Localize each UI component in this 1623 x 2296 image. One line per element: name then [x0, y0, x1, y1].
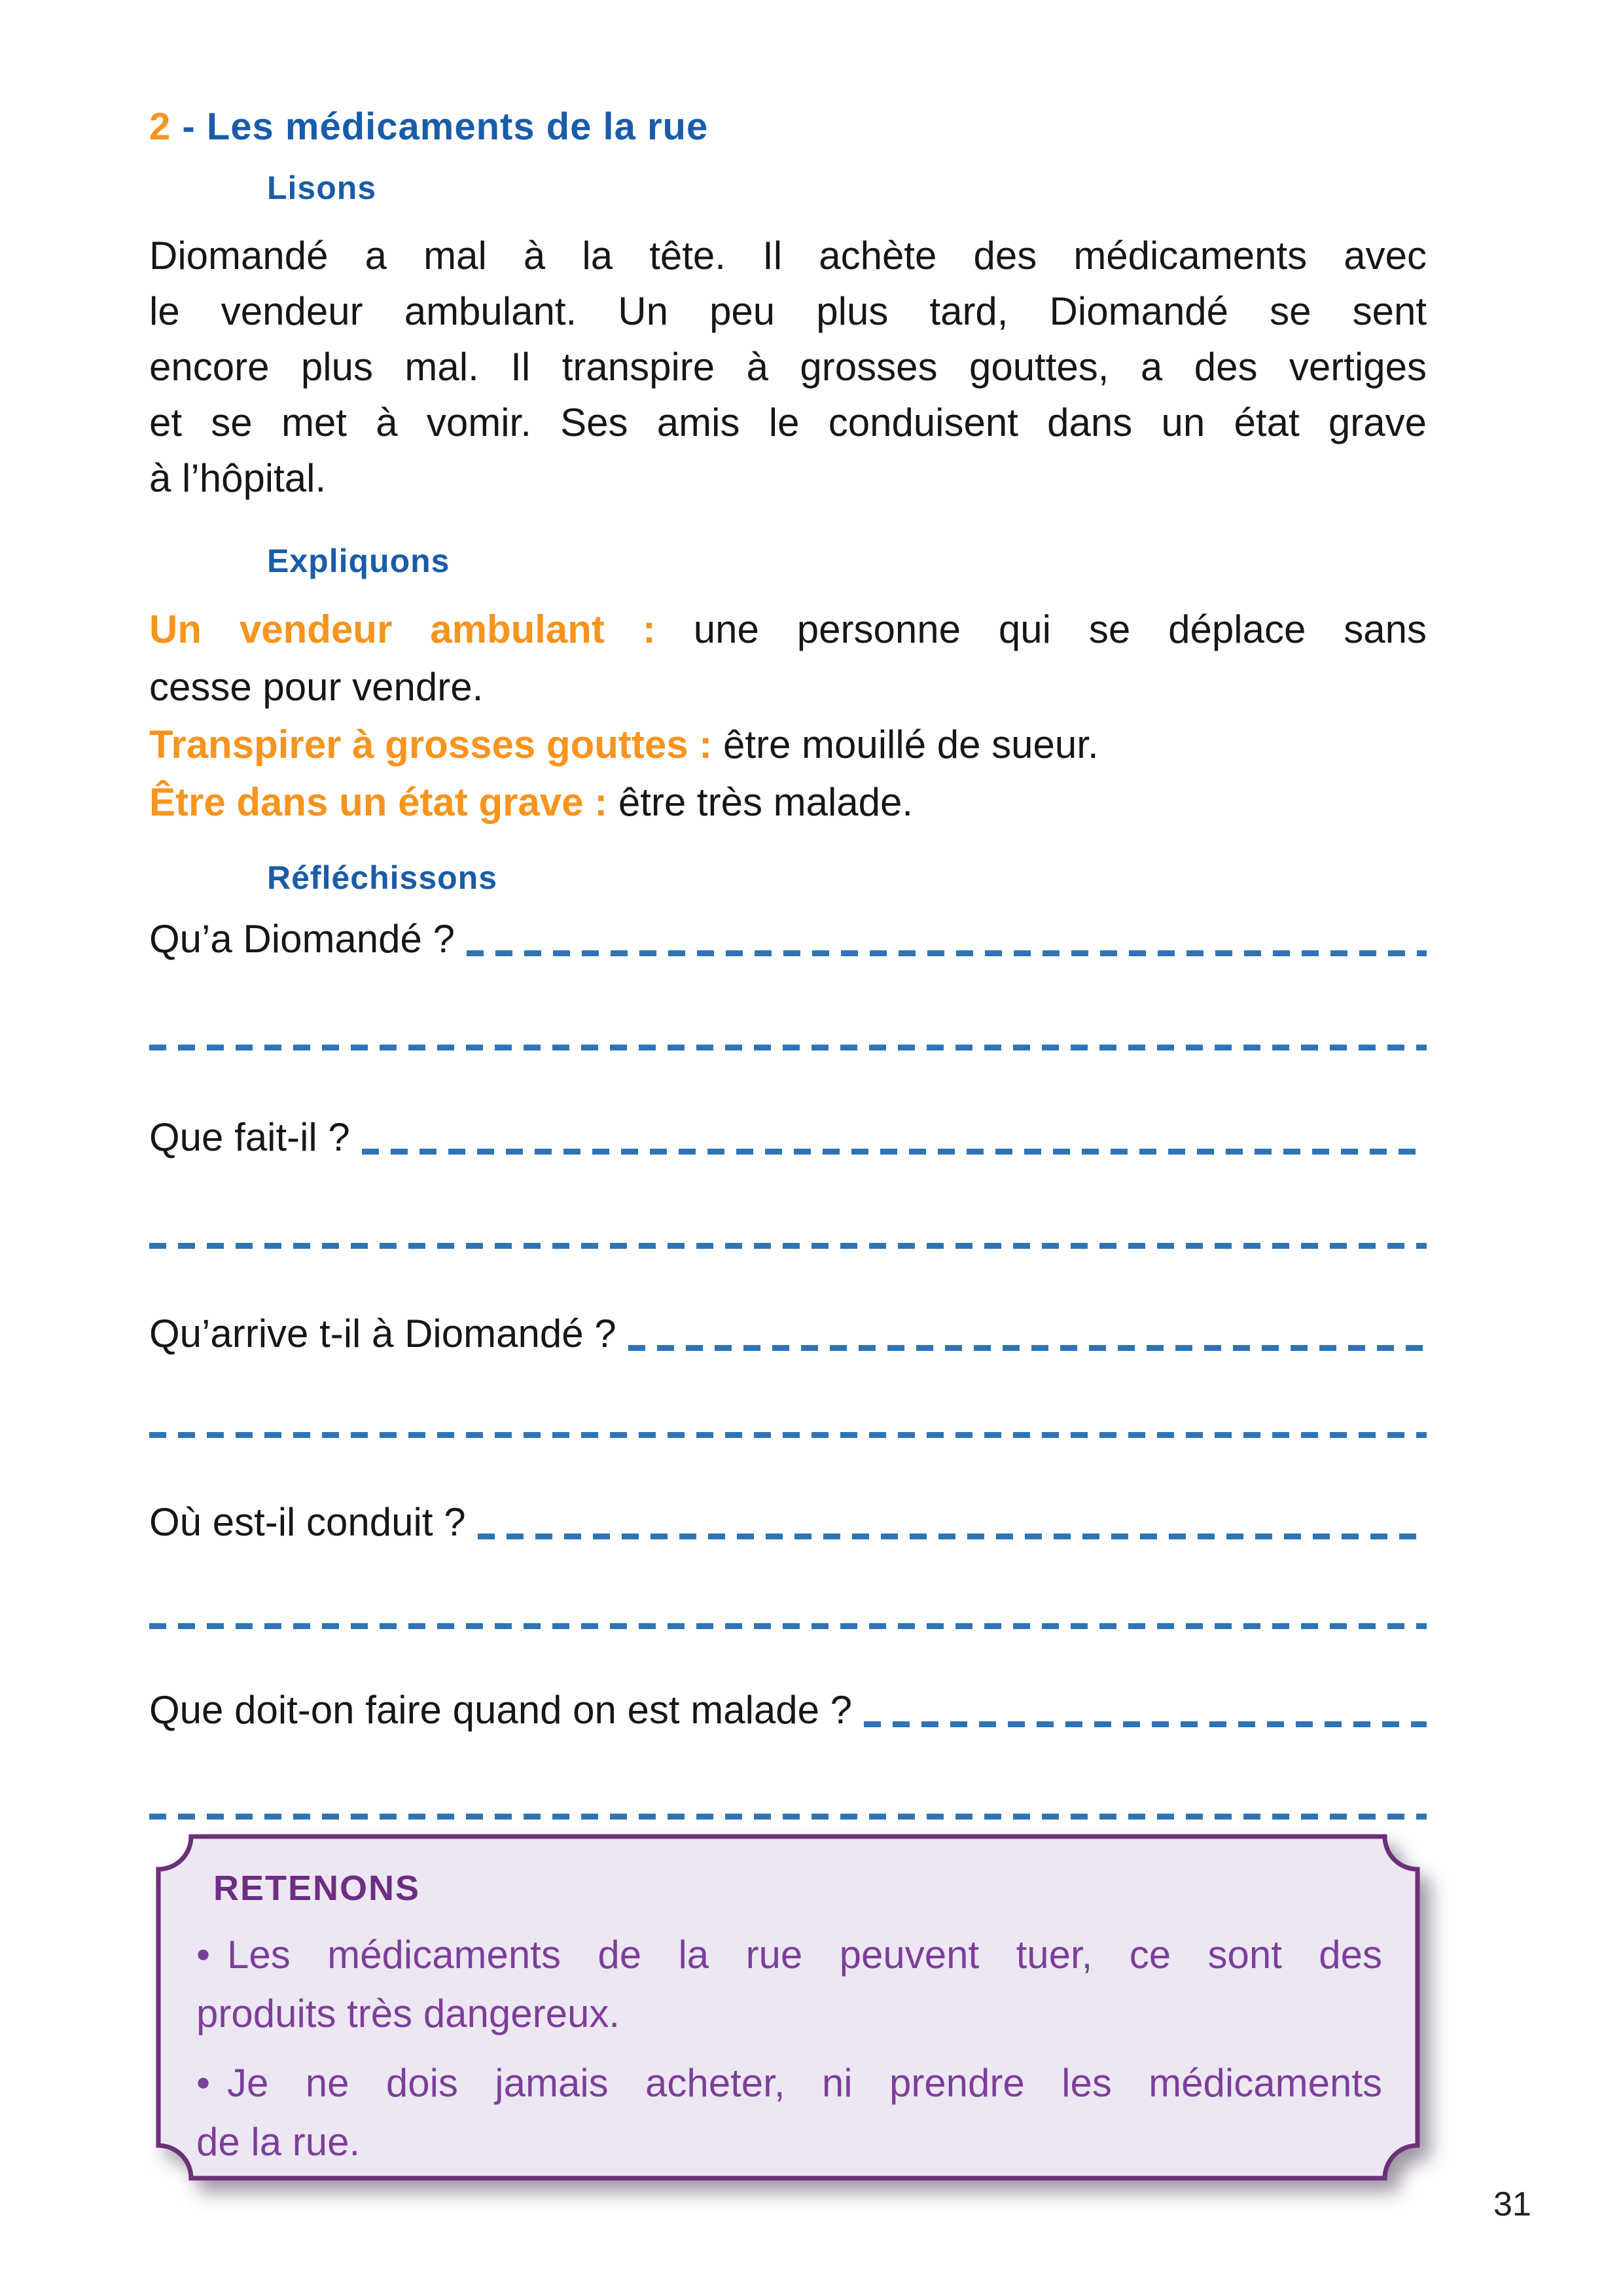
lesson-title-text: - Les médicaments de la rue: [182, 105, 709, 148]
section-label-lisons: Lisons: [267, 170, 377, 206]
definition-line: cesse pour vendre.: [149, 665, 484, 709]
page-number: 31: [1493, 2185, 1531, 2223]
paragraph-line: à l’hôpital.: [149, 456, 327, 500]
question-row: [149, 1306, 1427, 1361]
page-title: [149, 105, 708, 149]
answer-line: [149, 1623, 1427, 1629]
retenons-box: [156, 1834, 1420, 2181]
answer-dashes: [467, 950, 1427, 956]
answer-line: [149, 1432, 1427, 1438]
definition-text: être très malade.: [618, 780, 914, 824]
definition-text: être mouillé de sueur.: [722, 723, 1099, 766]
definition-line: [149, 774, 1427, 831]
answer-dashes: [864, 1721, 1427, 1727]
definitions: [149, 601, 1427, 831]
answer-line: [149, 1814, 1427, 1820]
bullet-item: [196, 1926, 1382, 1984]
question-row: [149, 1682, 1427, 1738]
bullet-line: Les médicaments de la rue peuvent tuer, ce sont des: [227, 1933, 1382, 1977]
paragraph-line: et se met à vomir. Ses amis le conduisent dans un état grave: [149, 401, 1427, 444]
answer-dashes: [478, 1534, 1427, 1539]
definition-term: Un vendeur ambulant :: [149, 607, 656, 651]
answer-line: [149, 1045, 1427, 1050]
answer-line: [149, 1243, 1427, 1249]
definition-term: Être dans un état grave :: [149, 780, 608, 824]
paragraph-line: le vendeur ambulant. Un peu plus tard, Diomandé se sent: [149, 289, 1427, 333]
answer-dashes: [362, 1149, 1427, 1155]
retenons-title: RETENONS: [213, 1869, 421, 1908]
reading-paragraph: [149, 228, 1427, 506]
question-row: [149, 1494, 1427, 1550]
section-label-reflechissons: Réfléchissons: [267, 859, 498, 896]
bullet-line: produits très dangereux.: [196, 1992, 620, 2036]
paragraph-line: Diomandé a mal à la tête. Il achète des médicaments avec: [149, 234, 1427, 278]
lesson-number: 2: [149, 105, 171, 148]
bullet-dot: •: [196, 2061, 211, 2105]
bullet-line: Je ne dois jamais acheter, ni prendre les médicaments: [227, 2061, 1382, 2105]
spacer: [196, 2043, 1382, 2054]
question-text: Qu’a Diomandé ?: [149, 917, 455, 961]
question-text: Que doit-on faire quand on est malade ?: [149, 1688, 853, 1732]
definition-term: Transpirer à grosses gouttes :: [149, 723, 713, 766]
question-text: Qu’arrive t-il à Diomandé ?: [149, 1312, 616, 1355]
retenons-bullets: [196, 1926, 1382, 2172]
bullet-dot: •: [196, 1933, 211, 1977]
definition-line: [149, 716, 1427, 774]
question-row: [149, 1109, 1427, 1165]
paragraph-line: encore plus mal. Il transpire à grosses gouttes, a des vertiges: [149, 345, 1427, 389]
answer-dashes: [628, 1345, 1427, 1351]
retenons-content: [156, 1834, 1420, 2181]
question-row: [149, 911, 1427, 967]
question-text: Que fait-il ?: [149, 1115, 350, 1159]
question-text: Où est-il conduit ?: [149, 1500, 466, 1544]
definition-text: une personne qui se déplace sans: [693, 607, 1427, 651]
section-label-expliquons: Expliquons: [267, 543, 450, 579]
bullet-line: de la rue.: [196, 2120, 361, 2164]
bullet-item: [196, 2054, 1382, 2113]
definition-line: [149, 601, 1427, 658]
